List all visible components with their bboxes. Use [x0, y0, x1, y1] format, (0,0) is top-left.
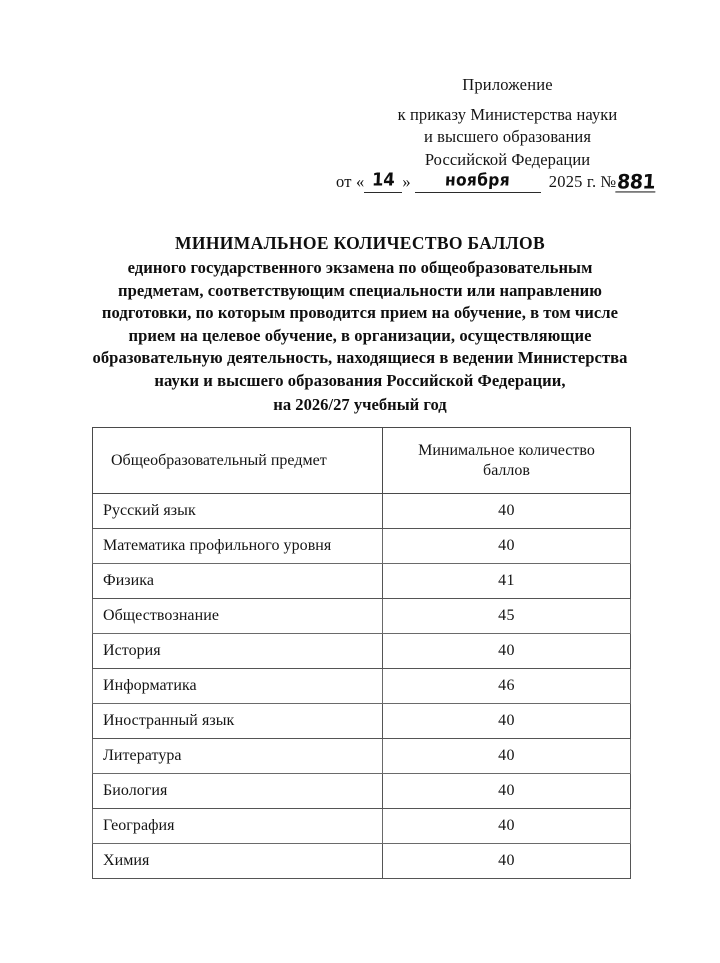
appendix-header-block — [330, 74, 685, 171]
cell-score: 40 — [383, 494, 631, 529]
table-row — [93, 564, 631, 599]
cell-subject: Литература — [93, 739, 383, 774]
day-blank-field — [364, 169, 402, 193]
table-row — [93, 529, 631, 564]
order-date-line — [336, 169, 688, 194]
column-header-score-line-2: баллов — [483, 461, 530, 479]
cell-subject: История — [93, 634, 383, 669]
appendix-label: Приложение — [462, 75, 553, 94]
table-row — [93, 669, 631, 704]
cell-score: 40 — [383, 739, 631, 774]
table-row — [93, 739, 631, 774]
cell-score: 41 — [383, 564, 631, 599]
page-title: МИНИМАЛЬНОЕ КОЛИЧЕСТВО БАЛЛОВ — [174, 233, 545, 253]
cell-subject: Русский язык — [93, 494, 383, 529]
cell-subject: Физика — [93, 564, 383, 599]
appendix-ministry-line-1: к приказу Министерства науки — [397, 104, 618, 124]
cell-subject: Иностранный язык — [93, 704, 383, 739]
cell-score: 40 — [383, 634, 631, 669]
table-row — [93, 494, 631, 529]
title-line-5: прием на целевое обучение, в организации, осуществляющие — [128, 325, 592, 345]
cell-score: 40 — [383, 529, 631, 564]
table-body — [93, 494, 631, 879]
date-prefix: от « — [336, 172, 365, 191]
cell-score: 45 — [383, 599, 631, 634]
title-line-4: подготовки, по которым проводится прием на обучение, в том числе — [101, 303, 619, 323]
appendix-ministry-line-2: и высшего образования — [423, 127, 592, 146]
number-symbol: № — [600, 172, 617, 191]
cell-subject: Биология — [93, 774, 383, 809]
column-header-score-line-1: Минимальное количество — [418, 441, 595, 459]
title-line-6: образовательную деятельность, находящиеся в ведении Министерства — [92, 348, 628, 368]
column-header-score — [383, 428, 631, 494]
cell-score: 40 — [383, 704, 631, 739]
cell-score: 40 — [383, 844, 631, 879]
table-row — [93, 599, 631, 634]
cell-subject: Химия — [93, 844, 383, 879]
month-blank-field — [415, 172, 541, 193]
cell-subject: География — [93, 809, 383, 844]
appendix-ministry-line-3: Российской Федерации — [424, 149, 591, 169]
cell-score: 40 — [383, 774, 631, 809]
handwritten-month: ноября — [444, 170, 511, 190]
academic-year-line: на 2026/27 учебный год — [273, 394, 447, 414]
cell-score: 46 — [383, 669, 631, 704]
cell-subject: Информатика — [93, 669, 383, 704]
table-row — [93, 704, 631, 739]
handwritten-day: 14 — [371, 169, 396, 190]
title-line-7: науки и высшего образования Российской Федерации, — [154, 370, 566, 390]
handwritten-order-number: 881 — [616, 170, 657, 194]
table-row — [93, 844, 631, 879]
cell-subject: Математика профильного уровня — [93, 529, 383, 564]
column-header-subject: Общеобразовательный предмет — [93, 428, 383, 494]
order-year: 2025 г. — [548, 172, 597, 191]
document-title-block — [48, 232, 672, 416]
table-row — [93, 774, 631, 809]
title-line-2: единого государственного экзамена по общеобразовательным — [127, 258, 593, 277]
table-header — [93, 428, 631, 494]
cell-score: 40 — [383, 809, 631, 844]
minimum-scores-table — [92, 427, 631, 879]
cell-subject: Обществознание — [93, 599, 383, 634]
table-header-row — [93, 428, 631, 494]
table-row — [93, 634, 631, 669]
quote-close: » — [402, 172, 411, 191]
title-line-3: предметам, соответствующим специальности или направлению — [117, 280, 603, 300]
table-row — [93, 809, 631, 844]
